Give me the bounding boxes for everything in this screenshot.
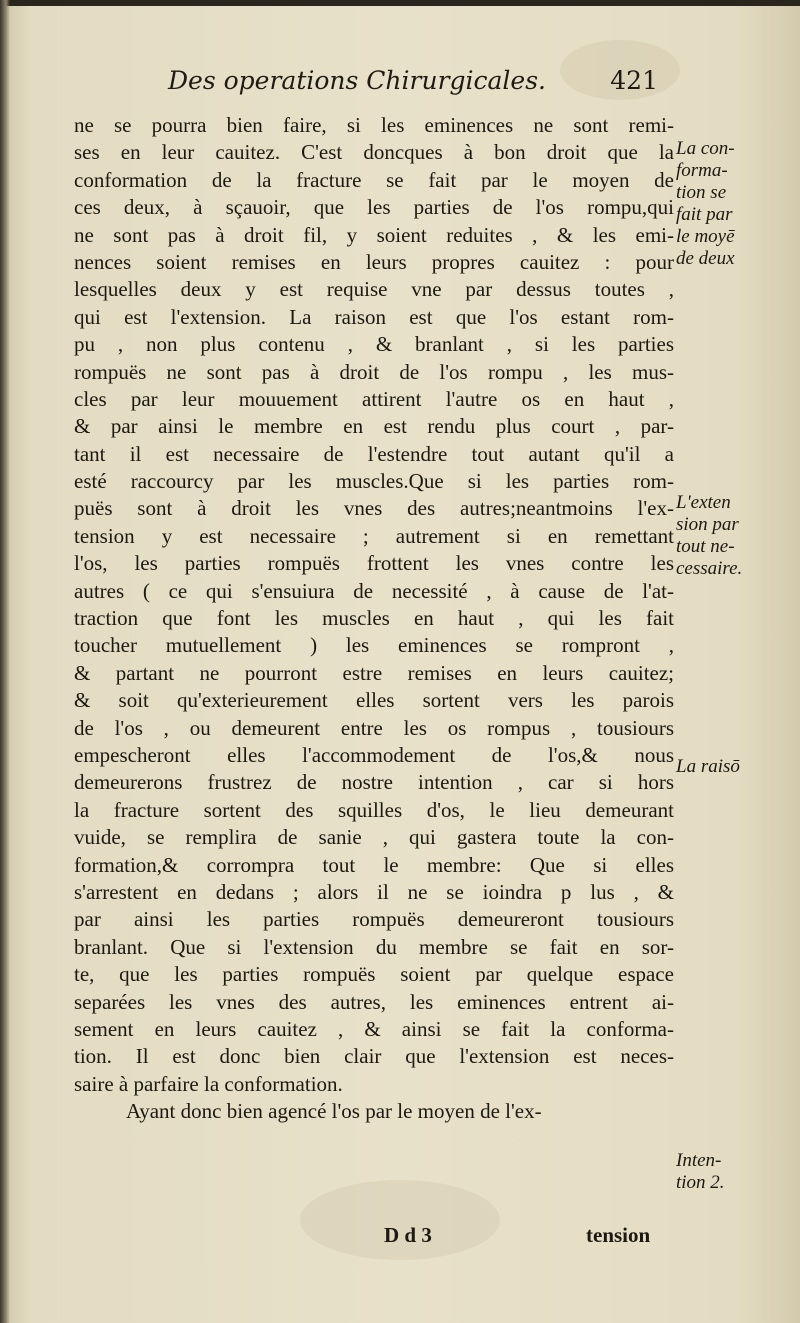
page-top-edge [0,0,800,6]
text-line: & soit qu'exterieurement elles sortent vers les parois [74,688,674,713]
marginal-line: fait par [676,204,733,225]
text-line: par ainsi les parties rompuës demeureront tousiours [74,907,674,932]
marginal-line: tion 2. [676,1172,725,1193]
marginal-line: tout ne- [676,536,735,557]
marginal-line: La raisō [676,756,740,777]
running-head [168,66,658,106]
marginal-line: Inten- [676,1150,722,1171]
text-line: ne sont pas à droit fil, y soient reduites , & les emi- [74,222,674,247]
text-line: sement en leurs cauitez , & ainsi se fait la conforma- [74,1016,674,1041]
text-line: demeurerons frustrez de nostre intention , car si hors [74,770,674,795]
body-text [74,112,674,1125]
text-line: conformation de la fracture se fait par le moyen de [74,167,674,192]
marginal-line: La con- [676,138,735,159]
page-number: 421 [610,66,658,95]
marginal-note-conformation [676,138,786,270]
marginal-line: de deux [676,248,735,269]
text-line: autres ( ce qui s'ensuiura de necessité , à cause de l'at- [74,578,674,603]
text-line: la fracture sortent des squilles d'os, le lieu demeurant [74,797,674,822]
marginal-line: L'exten [676,492,731,513]
text-line: te, que les parties rompuës soient par quelque espace [74,962,674,987]
catchword: tension [586,1223,651,1247]
text-line: branlant. Que si l'extension du membre se fait en sor- [74,934,674,959]
running-head-title: Des operations Chirurgicales. [168,66,546,95]
text-line: tension y est necessaire ; autrement si en remettant [74,523,674,548]
marginal-line: sion par [676,514,739,535]
text-line: nences soient remises en leurs propres cauitez : pour [74,249,674,274]
text-line: vuide, se remplira de sanie , qui gastera toute la con- [74,825,674,850]
text-line: l'os, les parties rompuës frottent les vnes contre les [74,551,674,576]
text-line: saire à parfaire la conformation. [74,1071,343,1096]
text-line: s'arrestent en dedans ; alors il ne se ioindra p lus , & [74,879,674,904]
marginal-line: tion se [676,182,727,203]
text-line: pu , non plus contenu , & branlant , si les parties [74,332,674,357]
text-line: de l'os , ou demeurent entre les os rompus , tousiours [74,715,674,740]
marginal-note-reason [676,756,786,778]
text-line: puës sont à droit les vnes des autres;neantmoins l'ex- [74,496,674,521]
text-line: ne se pourra bien faire, si les eminences ne sont remi- [74,113,674,137]
text-line: tant il est necessaire de l'estendre tout autant qu'il a [74,441,674,466]
text-line: ces deux, à sçauoir, que les parties de l'os rompu,qui [74,195,674,220]
text-line: & partant ne pourront estre remises en leurs cauitez; [74,660,674,685]
marginal-note-intention [676,1150,786,1194]
page-gutter-shadow [0,0,10,1323]
text-line: tion. Il est donc bien clair que l'extension est neces- [74,1044,674,1069]
marginal-note-extension [676,492,786,580]
marginal-line: le moyē [676,226,735,247]
text-line: Ayant donc bien agencé l'os par le moyen de l'ex- [126,1099,542,1124]
text-line: cles par leur mouuement attirent l'autre os en haut , [74,386,674,411]
text-line: rompuës ne sont pas à droit de l'os rompu , les mus- [74,359,674,384]
text-line: esté raccourcy par les muscles.Que si les parties rom- [74,469,674,494]
text-line: lesquelles deux y est requise vne par dessus toutes , [74,277,674,302]
text-line: traction que font les muscles en haut , qui les fait [74,606,674,631]
text-line: qui est l'extension. La raison est que l'os estant rom- [74,304,674,329]
text-line: toucher mutuellement ) les eminences se rompront , [74,633,674,658]
signature-mark: D d 3 [384,1223,432,1247]
text-line: ses en leur cauitez. C'est doncques à bon droit que la [74,140,674,165]
text-line: & par ainsi le membre en est rendu plus court , par- [74,414,674,439]
text-line: separées les vnes des autres, les eminences entrent ai- [74,989,674,1014]
marginal-line: forma- [676,160,728,181]
text-line: formation,& corrompra tout le membre: Que si elles [74,852,674,877]
text-line: empescheront elles l'accommodement de l'os,& nous [74,742,674,767]
marginal-line: cessaire. [676,558,743,579]
